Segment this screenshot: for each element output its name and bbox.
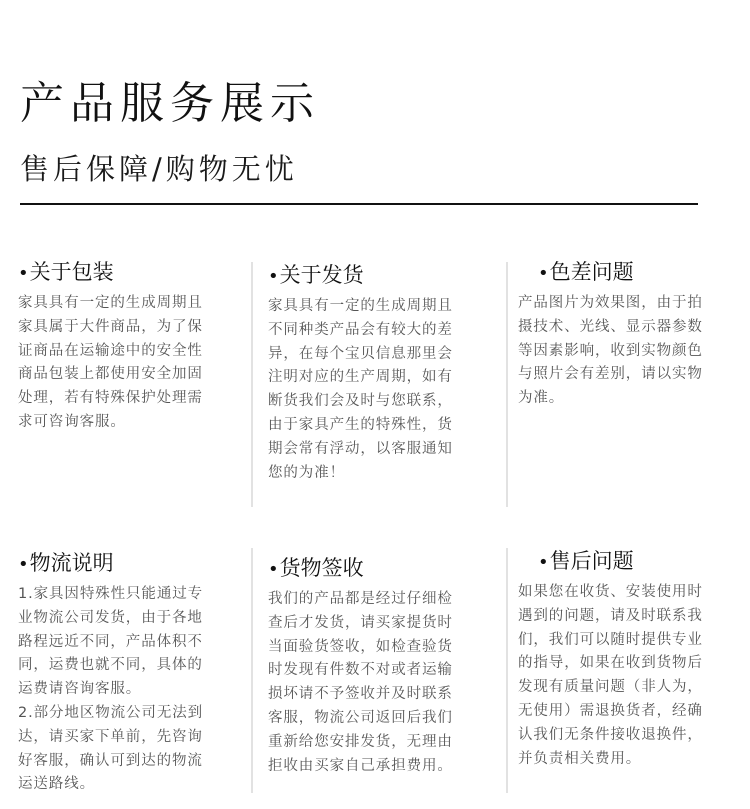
body-line: 期会常有浮动，以客服通知 (268, 440, 453, 457)
body-line: 同，运费也就不同，具体的 (18, 657, 203, 674)
block-body (268, 291, 486, 485)
body-line: 家具属于大件商品，为了保 (18, 318, 203, 335)
bullet-icon: • (18, 554, 29, 575)
body-line: 运送路线。 (18, 776, 95, 793)
info-block-logistics (18, 549, 236, 797)
column-divider (506, 548, 508, 793)
body-line: 注明对应的生产周期，如有 (268, 369, 453, 386)
body-line: 异，在每个宝贝信息那里会 (268, 345, 453, 362)
body-line: 拒收由买家自己承担费用。 (268, 757, 453, 774)
block-heading (518, 547, 736, 577)
body-line: 运费请咨询客服。 (18, 681, 142, 698)
bullet-icon: • (538, 552, 549, 573)
bullet-icon: • (18, 263, 29, 284)
body-line: 发现有质量问题（非人为， (518, 679, 703, 696)
bullet-icon: • (268, 266, 279, 287)
body-line: 好客服，确认可到达的物流 (18, 752, 203, 769)
block-heading (18, 549, 236, 579)
body-line: 家具具有一定的生成周期且 (18, 295, 203, 311)
body-line: 遇到的问题，请及时联系我 (518, 607, 703, 624)
body-line: 无使用）需退换货者，经确 (518, 702, 703, 719)
block-heading (268, 554, 486, 584)
body-line: 达，请买家下单前，先咨询 (18, 728, 203, 745)
body-line: 2.部分地区物流公司无法到 (18, 704, 204, 721)
body-line: 断货我们会及时与您联系， (268, 393, 453, 410)
body-line: 商品包装上都使用安全加固 (18, 366, 203, 383)
body-line: 摄技术、光线、显示器参数 (518, 318, 703, 335)
body-line: 为准。 (518, 390, 565, 407)
block-heading (518, 258, 736, 288)
body-line: 客服，物流公司返回后我们 (268, 709, 453, 726)
body-line: 并负责相关费用。 (518, 750, 642, 767)
body-line: 等因素影响，收到实物颜色 (518, 342, 703, 359)
info-block-packaging (18, 258, 236, 435)
body-line: 求可咨询客服。 (18, 413, 126, 430)
info-block-shipping (268, 261, 486, 485)
body-line: 您的为准！ (268, 464, 345, 481)
info-block-after-sales (518, 547, 736, 771)
header-divider (20, 203, 698, 205)
block-body (518, 288, 736, 411)
body-line: 与照片会有差别，请以实物 (518, 366, 703, 383)
body-line: 损坏请不予签收并及时联系 (268, 686, 453, 703)
block-body (18, 288, 236, 435)
body-line: 产品图片为效果图，由于拍 (518, 295, 703, 311)
body-line: 如果您在收货、安装使用时 (518, 584, 703, 600)
body-line: 认我们无条件接收退换件， (518, 726, 703, 743)
block-heading-text: 关于包装 (29, 260, 114, 284)
body-line: 1.家具因特殊性只能通过专 (18, 586, 204, 602)
page-subtitle: 售后保障/购物无忧 (20, 152, 298, 186)
body-line: 业物流公司发货，由于各地 (18, 609, 203, 626)
block-heading-text: 货物签收 (279, 556, 364, 580)
bullet-icon: • (538, 263, 549, 284)
block-heading (268, 261, 486, 291)
body-line: 证商品在运输途中的安全性 (18, 342, 203, 359)
column-divider (251, 548, 253, 793)
body-line: 处理，若有特殊保护处理需 (18, 390, 203, 407)
block-heading-text: 色差问题 (549, 260, 634, 284)
body-line: 路程远近不同，产品体积不 (18, 633, 203, 650)
body-line: 查后才发货，请买家提货时 (268, 614, 453, 631)
bullet-icon: • (268, 559, 279, 580)
body-line: 由于家具产生的特殊性，货 (268, 416, 453, 433)
page-title: 产品服务展示 (20, 78, 320, 129)
block-heading (18, 258, 236, 288)
block-heading-text: 售后问题 (549, 549, 634, 573)
info-block-receipt (268, 554, 486, 778)
body-line: 们，我们可以随时提供专业 (518, 631, 703, 648)
body-line: 重新给您安排发货，无理由 (268, 733, 453, 750)
body-line: 家具具有一定的生成周期且 (268, 298, 453, 314)
info-block-color-difference (518, 258, 736, 411)
body-line: 不同种类产品会有较大的差 (268, 321, 453, 338)
column-divider (506, 262, 508, 507)
block-heading-text: 物流说明 (29, 551, 114, 575)
block-body (268, 584, 486, 778)
block-heading-text: 关于发货 (279, 263, 364, 287)
body-line: 的指导，如果在收到货物后 (518, 655, 703, 672)
column-divider (251, 262, 253, 507)
body-line: 当面验货签收，如检查验货 (268, 638, 453, 655)
body-line: 我们的产品都是经过仔细检 (268, 591, 453, 607)
body-line: 时发现有件数不对或者运输 (268, 662, 453, 679)
block-body (18, 579, 236, 797)
block-body (518, 577, 736, 771)
